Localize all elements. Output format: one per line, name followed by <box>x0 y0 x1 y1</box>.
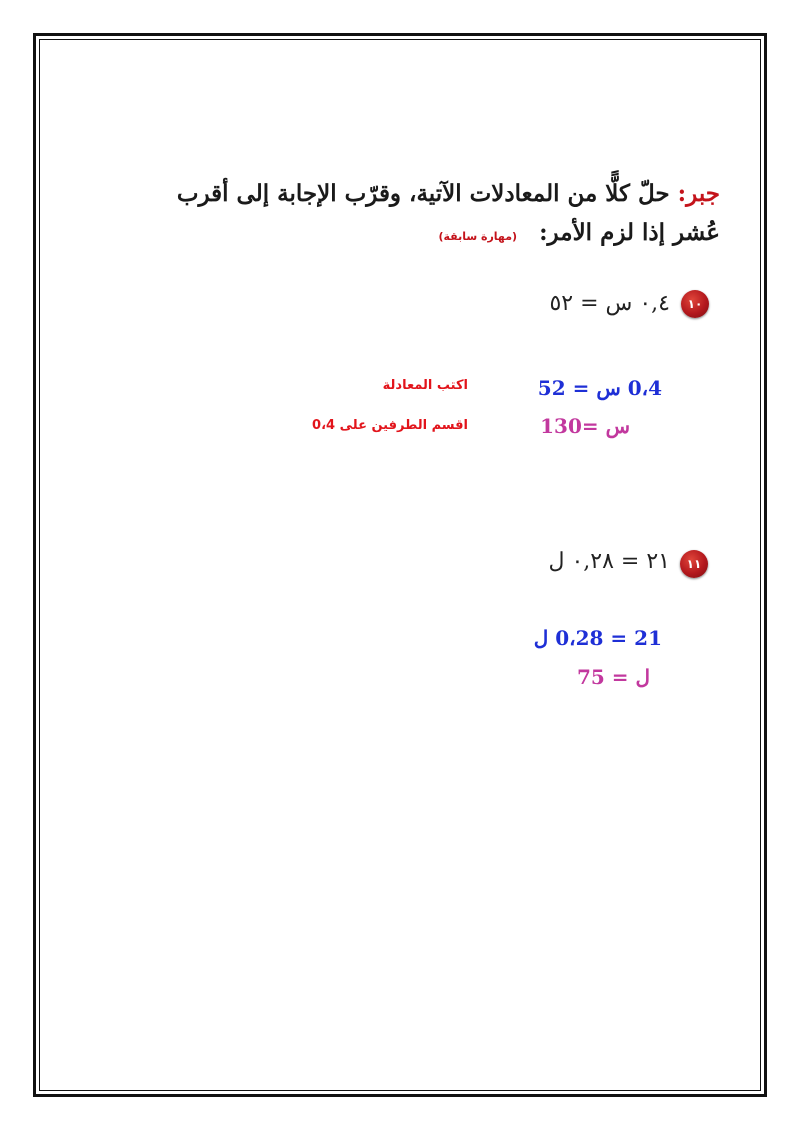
instructions-line-1 <box>177 180 720 207</box>
problem-number-badge: ١١ <box>680 550 708 578</box>
solution-step-work: 0،4 س = 52 <box>537 376 662 400</box>
skill-tag: (مهارة سابقة) <box>438 230 518 243</box>
instructions-line-2 <box>438 219 720 246</box>
solution-step-note: اقسم الطرفين على 0،4 <box>312 418 468 433</box>
section-label: جبر: <box>677 180 720 207</box>
solution-step-result: س =130 <box>540 414 630 438</box>
instructions-text-2: عُشر إذا لزم الأمر: <box>539 219 720 246</box>
instructions-text-1: حلّ كلًّا من المعادلات الآتية، وقرّب الإجابة إلى أقرب <box>176 180 670 207</box>
solution-step-work: 21 = 0،28 ل <box>533 626 662 650</box>
problem-number-badge: ١٠ <box>681 290 709 318</box>
solution-step-note: اكتب المعادلة <box>382 378 468 393</box>
problem-equation: ٠,٤ س = ٥٢ <box>549 291 670 316</box>
solution-step-result: ل = 75 <box>576 665 650 689</box>
problem-equation: ٢١ = ٠,٢٨ ل <box>548 549 670 574</box>
